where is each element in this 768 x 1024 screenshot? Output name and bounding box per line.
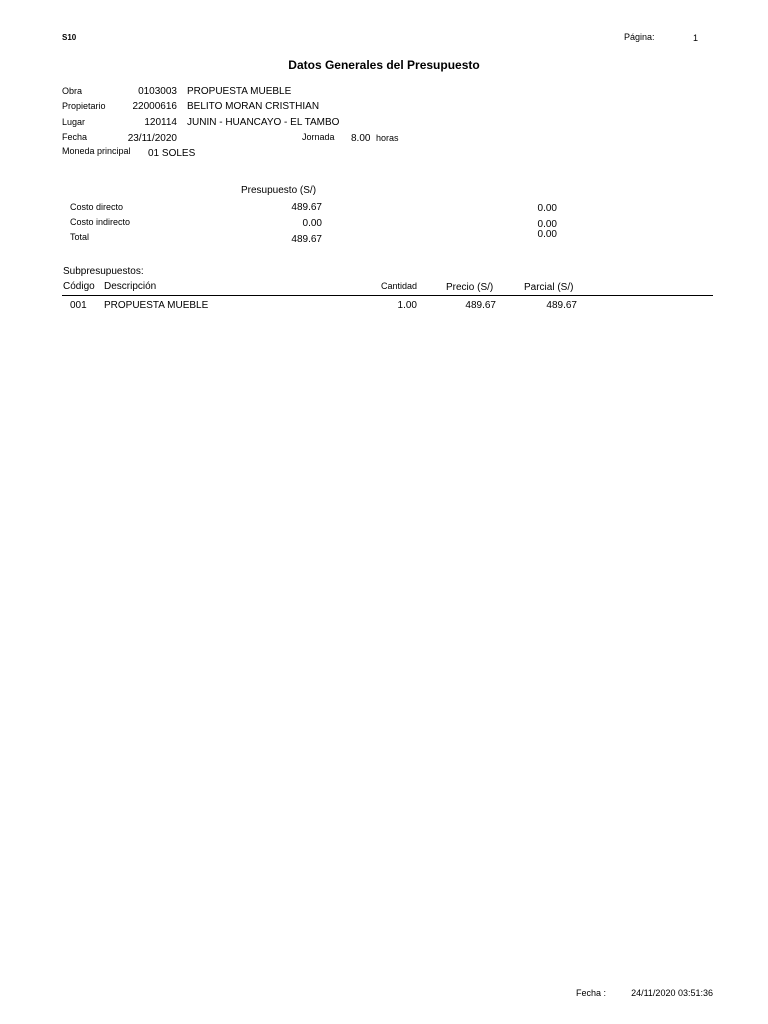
col-descripcion-header: Descripción (104, 281, 157, 292)
page-title: Datos Generales del Presupuesto (288, 58, 480, 72)
row-codigo: 001 (70, 300, 87, 311)
propietario-code: 22000616 (132, 101, 177, 112)
costs-header: Presupuesto (S/) (241, 185, 317, 196)
moneda-value: 01 SOLES (148, 148, 196, 159)
row-precio: 489.67 (465, 300, 496, 311)
subpresupuestos-label: Subpresupuestos: (63, 266, 144, 277)
system-name: S10 (62, 33, 77, 42)
col-parcial-header: Parcial (S/) (524, 282, 574, 293)
jornada-label: Jornada (302, 132, 335, 142)
jornada-unit: horas (376, 133, 399, 143)
costo-indirecto-extra: 0.00 (537, 219, 557, 230)
costo-indirecto-value: 0.00 (302, 218, 322, 229)
total-label: Total (70, 232, 90, 242)
row-parcial: 489.67 (546, 300, 577, 311)
fecha-value: 23/11/2020 (127, 133, 177, 144)
total-extra: 0.00 (537, 229, 557, 240)
fecha-label: Fecha (62, 132, 88, 142)
obra-value: PROPUESTA MUEBLE (187, 86, 292, 97)
propietario-label: Propietario (62, 101, 106, 111)
col-cantidad-header: Cantidad (380, 281, 417, 291)
footer-fecha-value: 24/11/2020 03:51:36 (631, 988, 713, 998)
propietario-value: BELITO MORAN CRISTHIAN (187, 101, 320, 112)
moneda-label: Moneda principal (62, 146, 131, 156)
page-label: Página: (624, 32, 655, 42)
obra-label: Obra (62, 86, 83, 96)
total-value: 489.67 (291, 234, 322, 245)
costo-directo-extra: 0.00 (537, 203, 557, 214)
costo-directo-label: Costo directo (70, 202, 124, 212)
costo-directo-value: 489.67 (291, 202, 322, 213)
col-precio-header: Precio (S/) (446, 282, 494, 293)
row-descripcion: PROPUESTA MUEBLE (104, 300, 209, 311)
footer-fecha-label: Fecha : (576, 988, 607, 998)
obra-code: 0103003 (138, 86, 177, 97)
table-header-rule (62, 295, 713, 296)
page-number: 1 (693, 33, 699, 43)
costo-indirecto-label: Costo indirecto (70, 217, 131, 227)
jornada-value: 8.00 (351, 133, 371, 144)
lugar-label: Lugar (62, 117, 86, 127)
lugar-code: 120114 (144, 117, 177, 128)
col-codigo-header: Código (63, 281, 95, 292)
row-cantidad: 1.00 (397, 300, 417, 311)
lugar-value: JUNIN - HUANCAYO - EL TAMBO (187, 117, 340, 128)
